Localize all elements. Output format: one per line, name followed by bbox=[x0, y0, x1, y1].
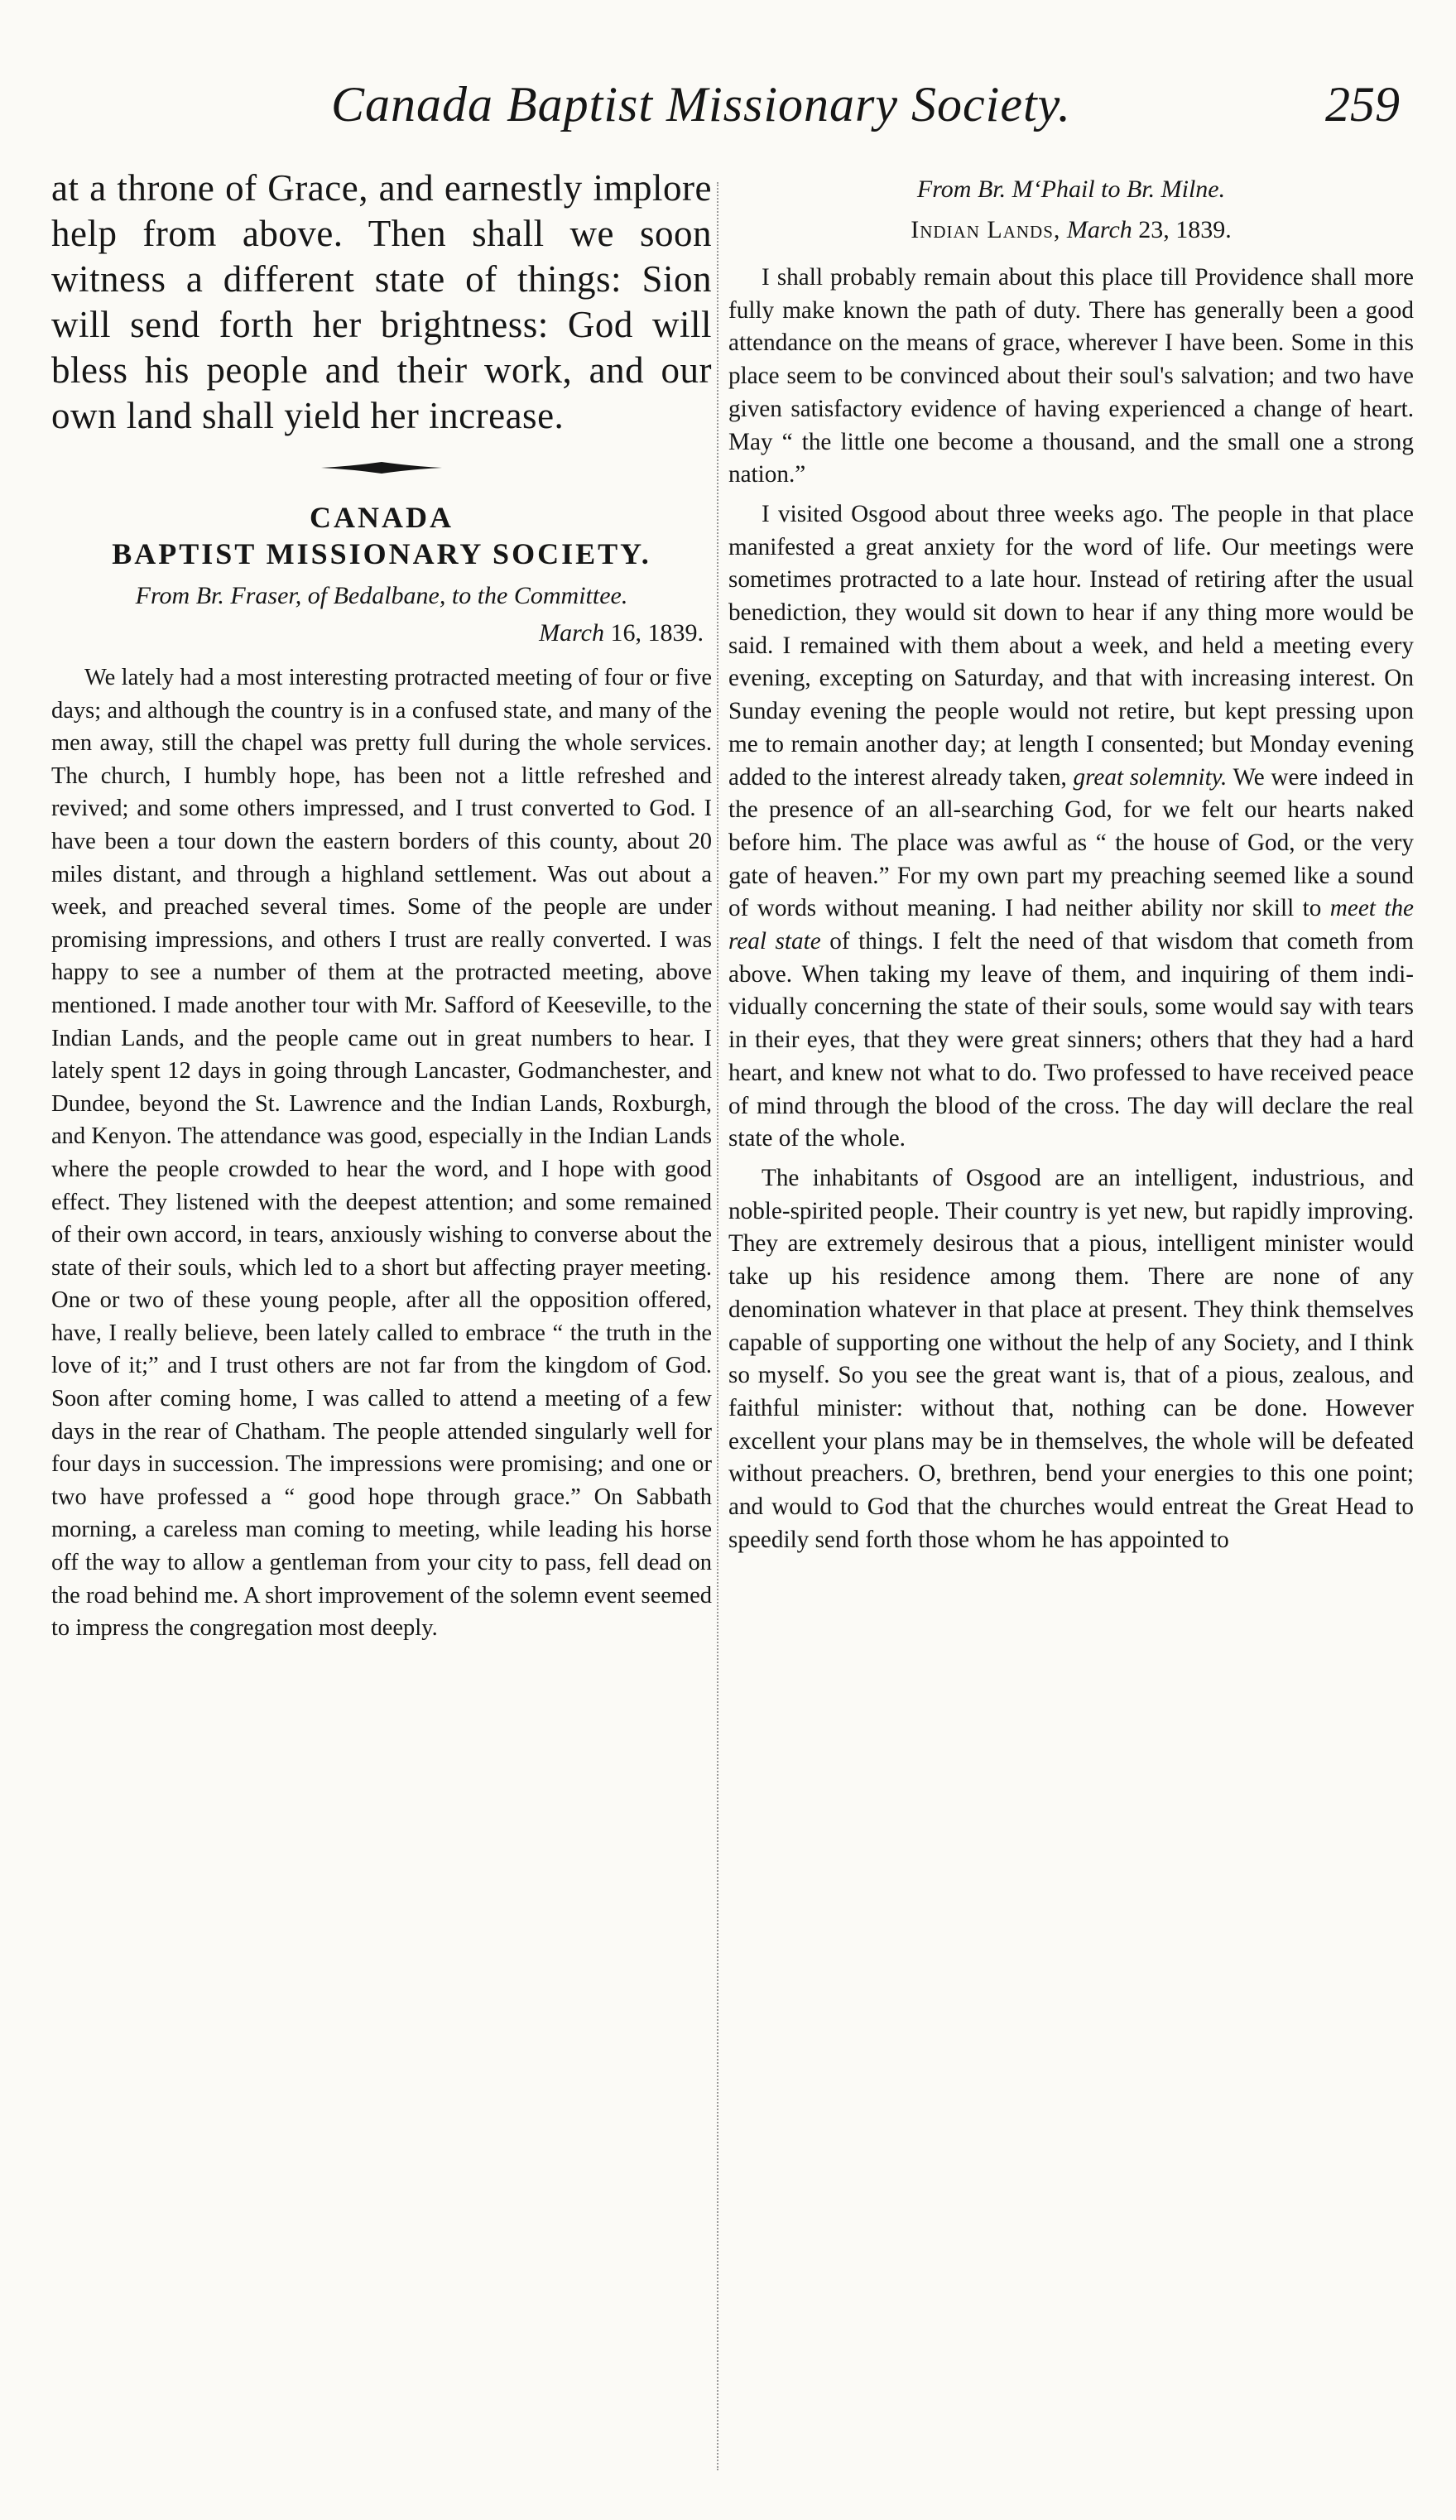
date-month: March bbox=[1066, 216, 1132, 243]
paragraph-2-italic-b: meet the real state bbox=[728, 895, 1414, 955]
letter-body-fraser: We lately had a most interesting protracted meeting of four or five days; and although the country is in a confused state, and many of the men away, still the chapel was pretty full during the whole services. The church, I humbly hope, has been not a little refreshed and revived; and some others impressed, and I trust converted to God. I have been a tour down the eastern borders of this county, about 20 miles distant, and through a highland settlement. Was out about a week, and preached several times. Some of the people are under promising impressions, and others I trust are really converted. I was happy to see a number of them at the protracted meeting, above mentioned. I made another tour with Mr. Safford of Keeseville, to the Indian Lands, and the people came out in great numbers to hear. I lately spent 12 days in going through Lancaster, Godmanchester, and Dundee, beyond the St. Lawrence and the Indian Lands, Roxburgh, and Kenyon. The attendance was good, especially in the Indian Lands where the people crowded to hear the word, and I hope with good effect. They listened with the deepest attention; and some remained of their own accord, in tears, anxiously wishing to converse about the state of their souls, which led to a short but affecting prayer meeting. One or two of these young people, after all the opposition offered, have, I really believe, been lately called to embrace “ the truth in the love of it;” and I trust others are not far from the kingdom of God. Soon after coming home, I was called to attend a meeting of a few days in the rear of Chatham. The people attended singularly well for four days in succession. The impressions were promising; and one or two have professed a “ good hope through grace.” On Sabbath morning, a careless man coming to meeting, while leading his horse off the way to allow a gentleman from your city to pass, fell dead on the road behind me. A short improvement of the solemn event seemed to impress the congregation most deeply. bbox=[51, 665, 712, 1642]
section-title-canada: CANADA bbox=[310, 501, 454, 534]
right-column bbox=[728, 166, 1414, 2479]
paragraph-1: I shall probably remain about this place till Providence shall more fully make known the path of duty. There has generally been a good attendance on the means of grace, wherever I have been. Some in this place seem to be convinced about their soul's salvation; and two have given satisfactory evidence of having experienced a change of heart. May “ the little one become a thousand, and the small one a strong nation.” bbox=[728, 264, 1414, 488]
paragraph-2 bbox=[728, 498, 1414, 1156]
running-title: Canada Baptist Missionary Society. bbox=[331, 77, 1071, 132]
ornament-rule-icon bbox=[320, 460, 444, 475]
date-place: Indian Lands, bbox=[911, 216, 1061, 243]
letter-heading-mcphail: From Br. M‘Phail to Br. Milne. bbox=[916, 176, 1226, 203]
letter-date-mcphail bbox=[728, 214, 1414, 247]
letter-date-fraser bbox=[51, 617, 704, 650]
ornament-rule bbox=[51, 460, 712, 479]
paragraph-2-part-e: of things. I felt the need of that wisdom that cometh from above. When taking my leave of them, and inquiring of them individually concerning the state of their souls, some would say with tears in their eyes, that they were great sinners; others that they had a hard heart, and knew not what to do. Two professed to have received peace of mind through the blood of the cross. The day will declare the real state of the whole. bbox=[728, 928, 1414, 1152]
column-divider bbox=[717, 182, 718, 2470]
date-day-year: 23, 1839. bbox=[1132, 216, 1232, 243]
date-month: March bbox=[539, 619, 604, 647]
letter-heading-fraser: From Br. Fraser, of Bedalbane, to the Committee. bbox=[135, 582, 628, 609]
left-column bbox=[51, 166, 712, 2479]
page-number: 259 bbox=[1325, 77, 1400, 132]
paragraph-3: The inhabitants of Osgood are an intelligent, industrious, and noble-spirited people. Their country is yet new, but rapidly improving. They are extremely desirous that a pious, intelligent minister would take up his residence among them. There are none of any denomination whatever in that place at present. They think themselves capable of supporting one without the help of any Society, and I think so myself. So you see the great want is, that of a pious, zealous, and faithful minister: without that, nothing can be done. However excellent your plans may be in themselves, the whole will be defeated without preachers. O, brethren, bend your energies to this one point; and would to God that the churches would entreat the Great Head to speedily send forth those whom he has appointed to bbox=[728, 1164, 1414, 1553]
lead-paragraph: at a throne of Grace, and earnestly implore help from above. Then shall we soon witness a different state of things: Sion will send forth her brightness: God will bless his people and their work, and our own land shall yield her increase. bbox=[51, 167, 712, 436]
page-header bbox=[50, 76, 1423, 176]
paragraph-2-part-a: I visited Osgood about three weeks ago. The people in that place manifested a great anxiety for the word of life. Our meetings were sometimes protracted to a late hour. Instead of retiring after the usual benediction, they would sit down to hear if any thing more would be said. I remained with them about a week, and held a meeting every evening, excepting on Saturday, and that with increasing interest. On Sunday evening the people would not retire, but kept pressing upon me to remain another day; at length I consented; but Monday evening added to the interest already taken, bbox=[728, 500, 1414, 791]
section-title-society: BAPTIST MISSIONARY SOCIETY. bbox=[112, 537, 651, 570]
paragraph-2-italic-a: great solemnity. bbox=[1073, 763, 1228, 791]
date-day-year: 16, 1839. bbox=[604, 619, 704, 647]
paragraph-2-part-c: We were indeed in the presence of an all-searching God, for we felt our hearts naked before him. The place was awful as “ the house of God, or the very gate of heaven.” For my own part my preaching seemed like a sound of words without meaning. I had neither ability nor skill to bbox=[728, 763, 1414, 922]
